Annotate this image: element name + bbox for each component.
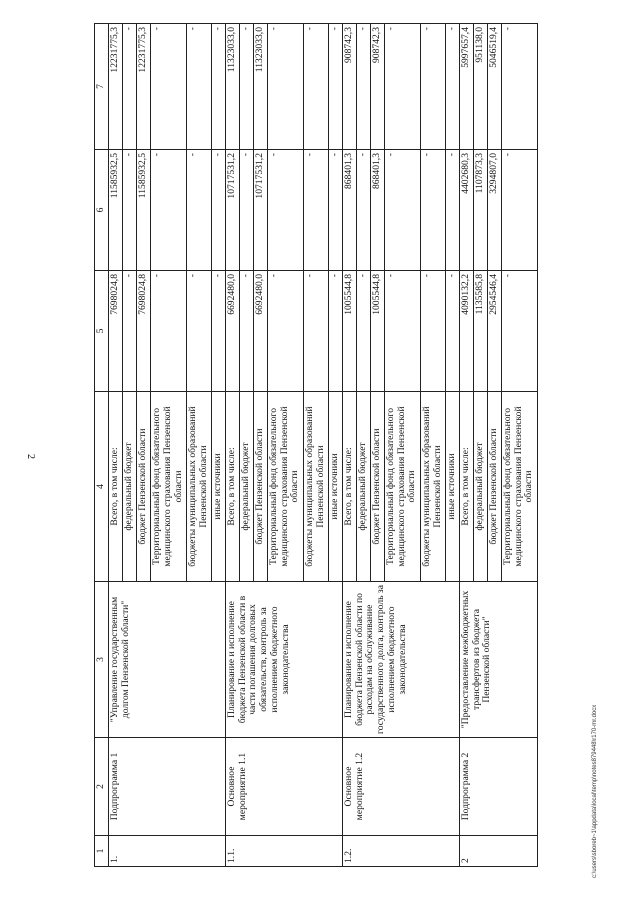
amount-cell: 951138,0 [473, 24, 487, 150]
funding-source: бюджет Пензенской области [254, 392, 268, 582]
amount-cell: - [239, 150, 253, 271]
program-description: "Предоставление межбюджетных трансфертов из бюджета Пензенской области" [459, 582, 537, 738]
funding-source: бюджет Пензенской области [487, 392, 501, 582]
amount-cell: 4090132,2 [459, 271, 473, 392]
table-row [459, 24, 473, 867]
funding-source: Территориальный фонд обязательного медицинского страхования Пензенской области [501, 392, 537, 582]
amount-cell: - [384, 24, 420, 150]
amount-cell: - [239, 271, 253, 392]
amount-cell: - [501, 150, 537, 271]
rotated-page [94, 24, 538, 867]
table-body [95, 24, 538, 867]
funding-source: бюджет Пензенской области [370, 392, 384, 582]
amount-cell: - [445, 150, 459, 271]
amount-cell: - [356, 150, 370, 271]
table-row [342, 24, 356, 867]
table-row [109, 24, 123, 867]
amount-cell: 1005544,8 [342, 271, 356, 392]
amount-cell: 11585932,5 [137, 150, 151, 271]
amount-cell: 5997657,4 [459, 24, 473, 150]
amount-cell: - [384, 150, 420, 271]
amount-cell: - [445, 271, 459, 392]
amount-cell: - [239, 24, 253, 150]
funding-source: бюджет Пензенской области [137, 392, 151, 582]
funding-source: бюджеты муниципальных образований Пензенской области [186, 392, 211, 582]
amount-cell: 10717531,2 [254, 150, 268, 271]
amount-cell: 6692480,0 [225, 271, 239, 392]
row-number: 1.1. [225, 836, 342, 867]
funding-source: иные источники [211, 392, 225, 582]
funding-source: Всего, в том числе: [225, 392, 239, 582]
amount-cell: 868401,3 [342, 150, 356, 271]
column-number: 5 [95, 271, 109, 392]
amount-cell: 4402680,3 [459, 150, 473, 271]
amount-cell: - [211, 150, 225, 271]
funding-source: Всего, в том числе: [342, 392, 356, 582]
column-number: 2 [95, 738, 109, 836]
amount-cell: - [268, 150, 304, 271]
amount-cell: 12231775,3 [109, 24, 123, 150]
funding-source: Территориальный фонд обязательного медицинского страхования Пензенской области [151, 392, 187, 582]
page-number: 2 [25, 454, 36, 459]
program-name: Основное мероприятие 1.2 [342, 738, 459, 836]
amount-cell: - [186, 150, 211, 271]
amount-cell: 11323033,0 [225, 24, 239, 150]
amount-cell: - [268, 271, 304, 392]
amount-cell: - [123, 24, 137, 150]
amount-cell: 3294807,0 [487, 150, 501, 271]
amount-cell: - [356, 271, 370, 392]
amount-cell: 11323033,0 [254, 24, 268, 150]
program-name: Подпрограмма 2 [459, 738, 537, 836]
budget-table [94, 23, 538, 867]
amount-cell: 868401,3 [370, 150, 384, 271]
amount-cell: - [501, 24, 537, 150]
column-number: 7 [95, 24, 109, 150]
column-number: 1 [95, 836, 109, 867]
amount-cell: - [123, 150, 137, 271]
funding-source: иные источники [328, 392, 342, 582]
amount-cell: - [211, 271, 225, 392]
amount-cell: - [420, 24, 445, 150]
amount-cell: - [501, 271, 537, 392]
program-name: Подпрограмма 1 [109, 738, 226, 836]
amount-cell: - [151, 24, 187, 150]
amount-cell: 1135585,8 [473, 271, 487, 392]
funding-source: иные источники [445, 392, 459, 582]
column-number-row [95, 24, 109, 867]
amount-cell: 2954546,4 [487, 271, 501, 392]
amount-cell: - [356, 24, 370, 150]
amount-cell: - [420, 271, 445, 392]
amount-cell: - [328, 24, 342, 150]
amount-cell: - [328, 150, 342, 271]
amount-cell: - [420, 150, 445, 271]
amount-cell: 1107873,3 [473, 150, 487, 271]
program-name: Основное мероприятие 1.1 [225, 738, 342, 836]
funding-source: федеральный бюджет [473, 392, 487, 582]
amount-cell: - [211, 24, 225, 150]
amount-cell: - [151, 271, 187, 392]
amount-cell: 7698024,8 [137, 271, 151, 392]
funding-source: федеральный бюджет [239, 392, 253, 582]
amount-cell: - [268, 24, 304, 150]
program-description: "Управление государственным долгом Пензенской области" [109, 582, 226, 738]
amount-cell: - [303, 271, 328, 392]
funding-source: федеральный бюджет [123, 392, 137, 582]
funding-source: Территориальный фонд обязательного медицинского страхования Пензенской области [384, 392, 420, 582]
amount-cell: - [303, 24, 328, 150]
amount-cell: - [123, 271, 137, 392]
amount-cell: - [186, 271, 211, 392]
amount-cell: - [445, 24, 459, 150]
amount-cell: - [151, 150, 187, 271]
funding-source: федеральный бюджет [356, 392, 370, 582]
amount-cell: 12231775,3 [137, 24, 151, 150]
column-number: 3 [95, 582, 109, 738]
funding-source: Всего, в том числе: [109, 392, 123, 582]
amount-cell: 5046519,4 [487, 24, 501, 150]
amount-cell: 908742,3 [370, 24, 384, 150]
amount-cell: - [328, 271, 342, 392]
column-number: 6 [95, 150, 109, 271]
row-number: 2 [459, 836, 537, 867]
amount-cell: 7698024,8 [109, 271, 123, 392]
amount-cell: - [384, 271, 420, 392]
amount-cell: - [186, 24, 211, 150]
table-row [225, 24, 239, 867]
funding-source: Территориальный фонд обязательного медицинского страхования Пензенской области [268, 392, 304, 582]
funding-source: бюджеты муниципальных образований Пензенской области [303, 392, 328, 582]
amount-cell: - [303, 150, 328, 271]
row-number: 1. [109, 836, 226, 867]
row-number: 1.2. [342, 836, 459, 867]
amount-cell: 10717531,2 [225, 150, 239, 271]
amount-cell: 1005544,8 [370, 271, 384, 392]
column-number: 4 [95, 392, 109, 582]
amount-cell: 908742,3 [342, 24, 356, 150]
amount-cell: 6692480,0 [254, 271, 268, 392]
funding-source: бюджеты муниципальных образований Пензенской области [420, 392, 445, 582]
footer-file-path: c:\users\sboreb~1\appdata\local\temp\notes879448\r170-mr.docx [592, 704, 598, 878]
amount-cell: 11585932,5 [109, 150, 123, 271]
funding-source: Всего, в том числе: [459, 392, 473, 582]
program-description: Планирование и исполнение бюджета Пензенской области по расходам на обслуживание государственного долга, контроль за исполнением бюджетного законодательства [342, 582, 459, 738]
program-description: Планирование и исполнение бюджета Пензенской области в части погашения долговых обязательств, контроль за исполнением бюджетного законодательства [225, 582, 342, 738]
